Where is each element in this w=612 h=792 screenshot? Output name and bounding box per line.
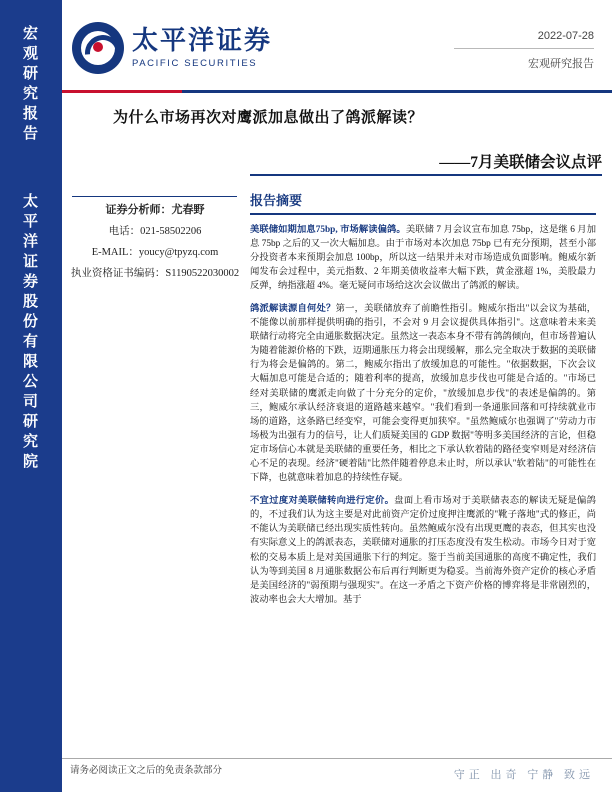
summary-paragraph (250, 223, 596, 293)
paragraph-lead: 美联储如期加息75bp, 市场解读偏鸽。 (250, 224, 406, 235)
analyst-divider (72, 196, 237, 197)
analyst-name: 证券分析师：尤春野 (105, 204, 205, 216)
page-title: 为什么市场再次对鹰派加息做出了鸽派解读？ (112, 110, 423, 126)
header-meta (454, 30, 594, 71)
header-divider (454, 48, 594, 49)
summary-paragraph (250, 302, 596, 485)
subtitle-underline (250, 174, 602, 176)
sidebar-top-text: 宏 观 研 究 报 告 (22, 26, 39, 142)
paragraph-body: 美联储 7 月会议宣布加息 75bp，这是继 6 月加息 75bp 之后的又一次大幅加息。由于市场对本次加息 75bp 已有充分预期，甚至小部分投资者本来预期会加息 100bp，所以这一结果并未对市场造成负面影响。鲍威尔新闻发布会过程中，美元指数、2 年期美债收益率大幅下跌，黄金涨超 1%，美股最力反弹，纳指涨超 4%。毫无疑问市场给这次会议做出了鸽派的解读。 (250, 224, 596, 291)
document-header (62, 0, 612, 96)
header-accent-bar (62, 90, 612, 93)
paragraph-lead: 不宜过度对美联储转向进行定价。 (250, 496, 395, 507)
report-category: 宏观研究报告 (528, 58, 594, 70)
logo-english-name: PACIFIC SECURITIES (132, 58, 258, 69)
paragraph-lead: 鸽派解读源自何处？ (250, 303, 336, 314)
footer-stamp: 守正 出奇 宁静 致远 (453, 769, 594, 781)
analyst-email: E-MAIL：youcy@tpyzq.com (91, 247, 219, 258)
page-subtitle: ——7月美联储会议点评 (439, 154, 602, 171)
sidebar-mid-text: 太 平 洋 证 券 股 份 有 限 公 司 研 究 院 (22, 194, 39, 470)
analyst-info (70, 200, 240, 284)
analyst-phone: 电话：021-58502206 (108, 226, 202, 237)
summary-paragraph (250, 494, 596, 607)
report-date: 2022-07-28 (537, 30, 594, 42)
analyst-license: 执业资格证书编码：S1190522030002 (70, 268, 240, 279)
paragraph-body: 第一，美联储放弃了前瞻性指引。鲍威尔指出"以会议为基础，不能像以前那样提供明确的指引，不会对 9 月会议提供具体指引"。这意味着未来美联储行动将完全由通胀数据决定。虽然这一表态本身不带有鸽鸽倾向，但市场普遍认为随着能源价格的下跌，迈期通胀压力将会出现缓解，那么完全取决于数据的美联储行为将会是偏鸽的。第二，鲍威尔指出了放缓加息的可能性。"依据数据，下次会议大幅加息可能是合适的；随着利率的提高，放缓加息步伐也可能是合适的。"市场已经对美联储的鹰派走向做了十分充分的定价，"放缓加息步伐"的表述是偏鸽的。第三，鲍威尔承认经济衰退的道路越来越窄。"我们看到一条通胀回落和可持续就业市场的道路，这条路已经变窄，可能会变得更加狭窄。"虽然鲍威尔也强调了"劳动力市场极为出强有力的信号，让人们质疑美国的 GDP 数据"等明多美国经济的言论，但稳定市场信心本就是美联储的重要任务，相比之下承认软着陆的路径变窄则是对经济信心不足的表现。经济"硬着陆"比然伴随着停息未止时，所以承认"软着陆"的可能性在下降，也就意味着加息的持续性存疑。 (250, 303, 596, 484)
paragraph-body: 盘面上看市场对于美联储表态的解读无疑是偏鸽的，不过我们认为这主要是对此前资产定价过度押注鹰派的"靴子落地"式的修正，尚不能认为美联储已经出现实质性转向。虽然鲍威尔没有出现更鹰的表态，但其实也没有实际意义上的鸽派表态，美联储对通胀的打压态度没有发生松动。市场今日对于宽松的交易本质上是对美国通胀下行的判定。鉴于当前美国通胀的高度不确定性，我们认为等到美国 8 月通胀数据公布后再行判断更为稳妥。当前海外资产定价的核心矛盾是美国经济的"弱预期与强现实"。在这一矛盾之下资产价格的博弈将是非常剧烈的，波动率也会大大增加。基于 (250, 496, 596, 605)
summary-heading: 报告摘要 (250, 193, 303, 208)
company-logo (72, 22, 272, 74)
sidebar-mid-label (0, 192, 62, 472)
report-summary (250, 190, 596, 616)
logo-chinese-name: 太平洋证券 (132, 26, 273, 55)
left-sidebar (0, 0, 62, 792)
summary-divider (250, 213, 596, 215)
sidebar-top-label (0, 24, 62, 144)
footer-divider (62, 758, 612, 759)
footer-disclaimer: 请务必阅读正文之后的免责条款部分 (70, 766, 223, 776)
pacific-securities-logo-icon (72, 22, 124, 74)
